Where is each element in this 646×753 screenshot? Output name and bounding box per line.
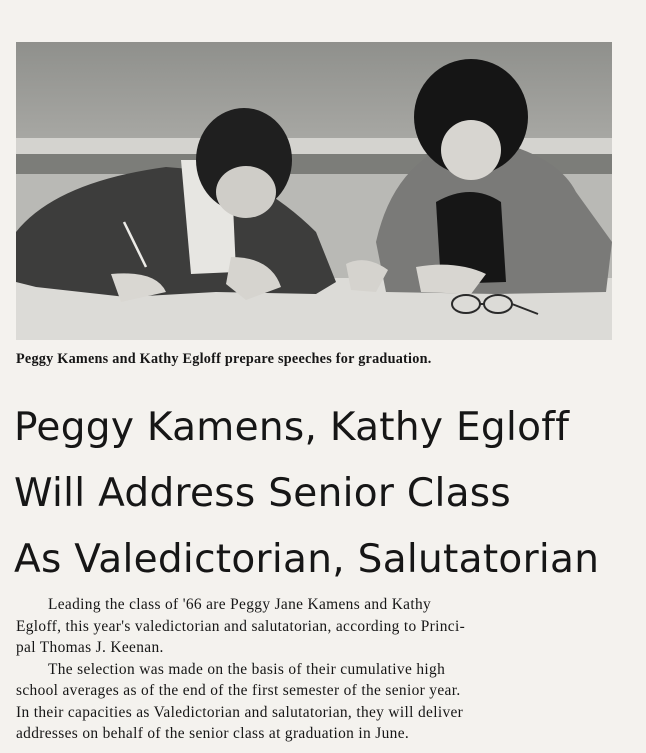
paragraph-1-line-1: Leading the class of '66 are Peggy Jane Kamens and Kathy bbox=[48, 596, 432, 613]
paragraph-2-line-2: school averages as of the end of the first semester of the senior year. bbox=[16, 682, 461, 699]
headline-line-3: As Valedictorian, Salutatorian bbox=[14, 537, 600, 582]
paragraph-2-line-4: addresses on behalf of the senior class at graduation in June. bbox=[16, 725, 410, 742]
paragraph-1-line-2: Egloff, this year's valedictorian and salutatorian, according to Princi- bbox=[16, 617, 466, 635]
headline-line-1: Peggy Kamens, Kathy Egloff bbox=[14, 405, 570, 450]
photo-two-students-writing-icon bbox=[16, 42, 612, 340]
paragraph-2-line-1: The selection was made on the basis of their cumulative high bbox=[48, 660, 446, 678]
paragraph-1-line-3: pal Thomas J. Keenan. bbox=[16, 639, 164, 656]
headline-line-2: Will Address Senior Class bbox=[14, 471, 512, 516]
paragraph-2-line-3: In their capacities as Valedictorian and salutatorian, they will deliver bbox=[16, 703, 464, 721]
headline bbox=[14, 395, 634, 593]
article-body bbox=[16, 594, 616, 745]
news-photo bbox=[16, 42, 612, 340]
photo-caption: Peggy Kamens and Kathy Egloff prepare speeches for graduation. bbox=[16, 351, 432, 367]
